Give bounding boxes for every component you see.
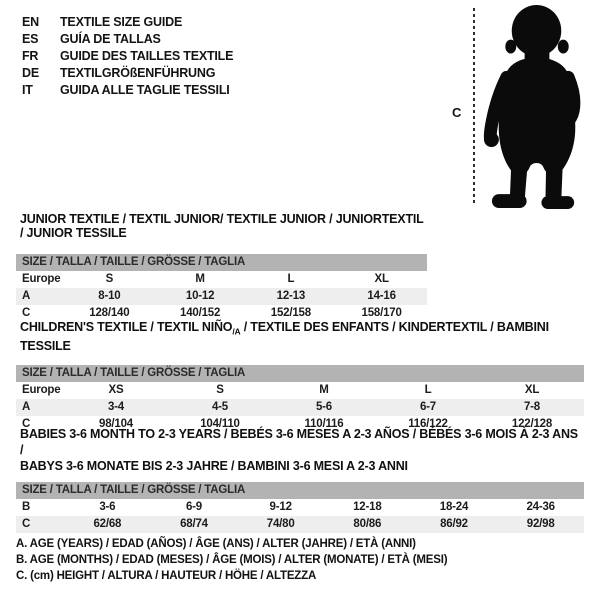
cell: 3-4	[107, 400, 125, 413]
table-size-header: SIZE / TALLA / TAILLE / GRÖSSE / TAGLIA	[16, 365, 584, 382]
cell: 5-6	[315, 400, 333, 413]
table-title-line	[20, 458, 584, 474]
cell: 122/128	[511, 417, 553, 430]
language-row	[22, 14, 233, 31]
language-list	[22, 14, 233, 99]
row-label: Europe	[22, 273, 61, 285]
footnote: C. (cm) HEIGHT / ALTURA / HAUTEUR / HÖHE / ALTEZZA	[16, 570, 317, 582]
language-row	[22, 65, 233, 82]
table-title-line	[20, 212, 427, 240]
table-size-header: SIZE / TALLA / TAILLE / GRÖSSE / TAGLIA	[16, 254, 427, 271]
cell: 24-36	[526, 501, 555, 513]
height-label: C	[452, 105, 462, 120]
row-label: B	[22, 501, 31, 513]
table-size-header: SIZE / TALLA / TAILLE / GRÖSSE / TAGLIA	[16, 482, 584, 499]
table-row	[16, 271, 427, 288]
size-table-junior	[16, 212, 427, 322]
cell: S	[216, 383, 224, 396]
size-table-babies	[16, 426, 584, 533]
table-title	[20, 426, 584, 474]
cell: L	[287, 273, 295, 285]
cell: 74/80	[266, 518, 295, 530]
cell: XL	[524, 383, 540, 396]
cell: 158/170	[361, 307, 402, 319]
row-label: Europe	[22, 383, 61, 396]
row-label: C	[22, 417, 31, 430]
cell: 104/110	[200, 417, 240, 430]
cell: 12-13	[276, 290, 306, 302]
cell: 62/68	[93, 518, 122, 530]
table-row	[16, 516, 584, 533]
baby-silhouette-icon	[479, 4, 596, 210]
table-title	[20, 212, 427, 240]
table-title-text: BABIES 3-6 MONTH TO 2-3 YEARS / BEBÉS 3-6 MESES A 2-3 AÑOS / BÉBÉS 3-6 MOIS À 2-3 ANS /	[20, 427, 578, 457]
language-code: EN	[22, 15, 39, 29]
size-table-children	[16, 320, 584, 433]
height-figure	[440, 0, 600, 215]
cell: XS	[108, 383, 124, 396]
footnotes	[16, 536, 447, 584]
cell: 8-10	[98, 290, 121, 302]
row-label: A	[22, 290, 31, 302]
language-label: TEXTILGRÖßENFÜHRUNG	[60, 66, 216, 80]
table-row	[16, 399, 584, 416]
cell: 110/116	[304, 417, 344, 430]
cell: XL	[374, 273, 389, 285]
cell: S	[105, 273, 114, 285]
table-title-text: /A	[232, 326, 241, 337]
cell: 80/86	[353, 518, 382, 530]
table-row	[16, 382, 584, 399]
language-row	[22, 31, 233, 48]
table-title-text: CHILDREN'S TEXTILE / TEXTIL NIÑO	[20, 320, 233, 334]
cell: 14-16	[367, 290, 396, 302]
row-label: A	[22, 400, 31, 413]
cell: 3-6	[99, 501, 116, 513]
language-row	[22, 82, 233, 99]
cell: 68/74	[180, 518, 208, 530]
cell: 12-18	[353, 501, 382, 513]
cell: M	[319, 383, 329, 396]
row-label: C	[22, 307, 31, 319]
cell: 128/140	[89, 307, 130, 319]
language-label: GUÍA DE TALLAS	[60, 32, 161, 46]
cell: 152/158	[270, 307, 311, 319]
cell: 4-5	[211, 400, 229, 413]
table-title-text: BABYS 3-6 MONATE BIS 2-3 JAHRE / BAMBINI 3-6 MESI A 2-3 ANNI	[20, 459, 408, 473]
footnote: A. AGE (YEARS) / EDAD (AÑOS) / ÂGE (ANS) / ALTER (JAHRE) / ETÀ (ANNI)	[16, 538, 416, 550]
footnote: B. AGE (MONTHS) / EDAD (MESES) / ÂGE (MOIS) / ALTER (MONATE) / ETÀ (MESI)	[16, 554, 448, 566]
cell: 98/104	[99, 417, 133, 430]
language-label: GUIDE DES TAILLES TEXTILE	[60, 49, 234, 63]
cell: 6-7	[419, 400, 437, 413]
row-label: C	[22, 518, 31, 530]
cell: M	[195, 273, 205, 285]
cell: 7-8	[523, 400, 541, 413]
table-title-text: JUNIOR TEXTILE / TEXTIL JUNIOR/ TEXTILE JUNIOR / JUNIORTEXTIL / JUNIOR TESSILE	[20, 212, 424, 240]
language-label: GUIDA ALLE TAGLIE TESSILI	[60, 83, 230, 97]
language-code: ES	[22, 32, 39, 46]
language-code: DE	[22, 66, 39, 80]
cell: 10-12	[185, 290, 215, 302]
language-label: TEXTILE SIZE GUIDE	[60, 15, 183, 29]
language-code: IT	[22, 83, 33, 97]
height-dashed-line	[473, 8, 475, 206]
cell: L	[424, 383, 432, 396]
table-title	[20, 320, 584, 353]
cell: 9-12	[269, 501, 292, 513]
cell: 92/98	[526, 518, 555, 530]
table-title-line	[20, 426, 584, 458]
cell: 18-24	[439, 501, 469, 513]
table-title-text: / TEXTILE DES ENFANTS / KINDERTEXTIL / BAMBINI TESSILE	[20, 320, 549, 353]
table-title-line	[20, 320, 584, 353]
table-row	[16, 499, 584, 516]
cell: 116/122	[408, 417, 448, 430]
language-code: FR	[22, 49, 39, 63]
cell: 140/152	[180, 307, 221, 319]
cell: 6-9	[185, 501, 202, 513]
table-row	[16, 288, 427, 305]
cell: 86/92	[440, 518, 468, 530]
language-row	[22, 48, 233, 65]
